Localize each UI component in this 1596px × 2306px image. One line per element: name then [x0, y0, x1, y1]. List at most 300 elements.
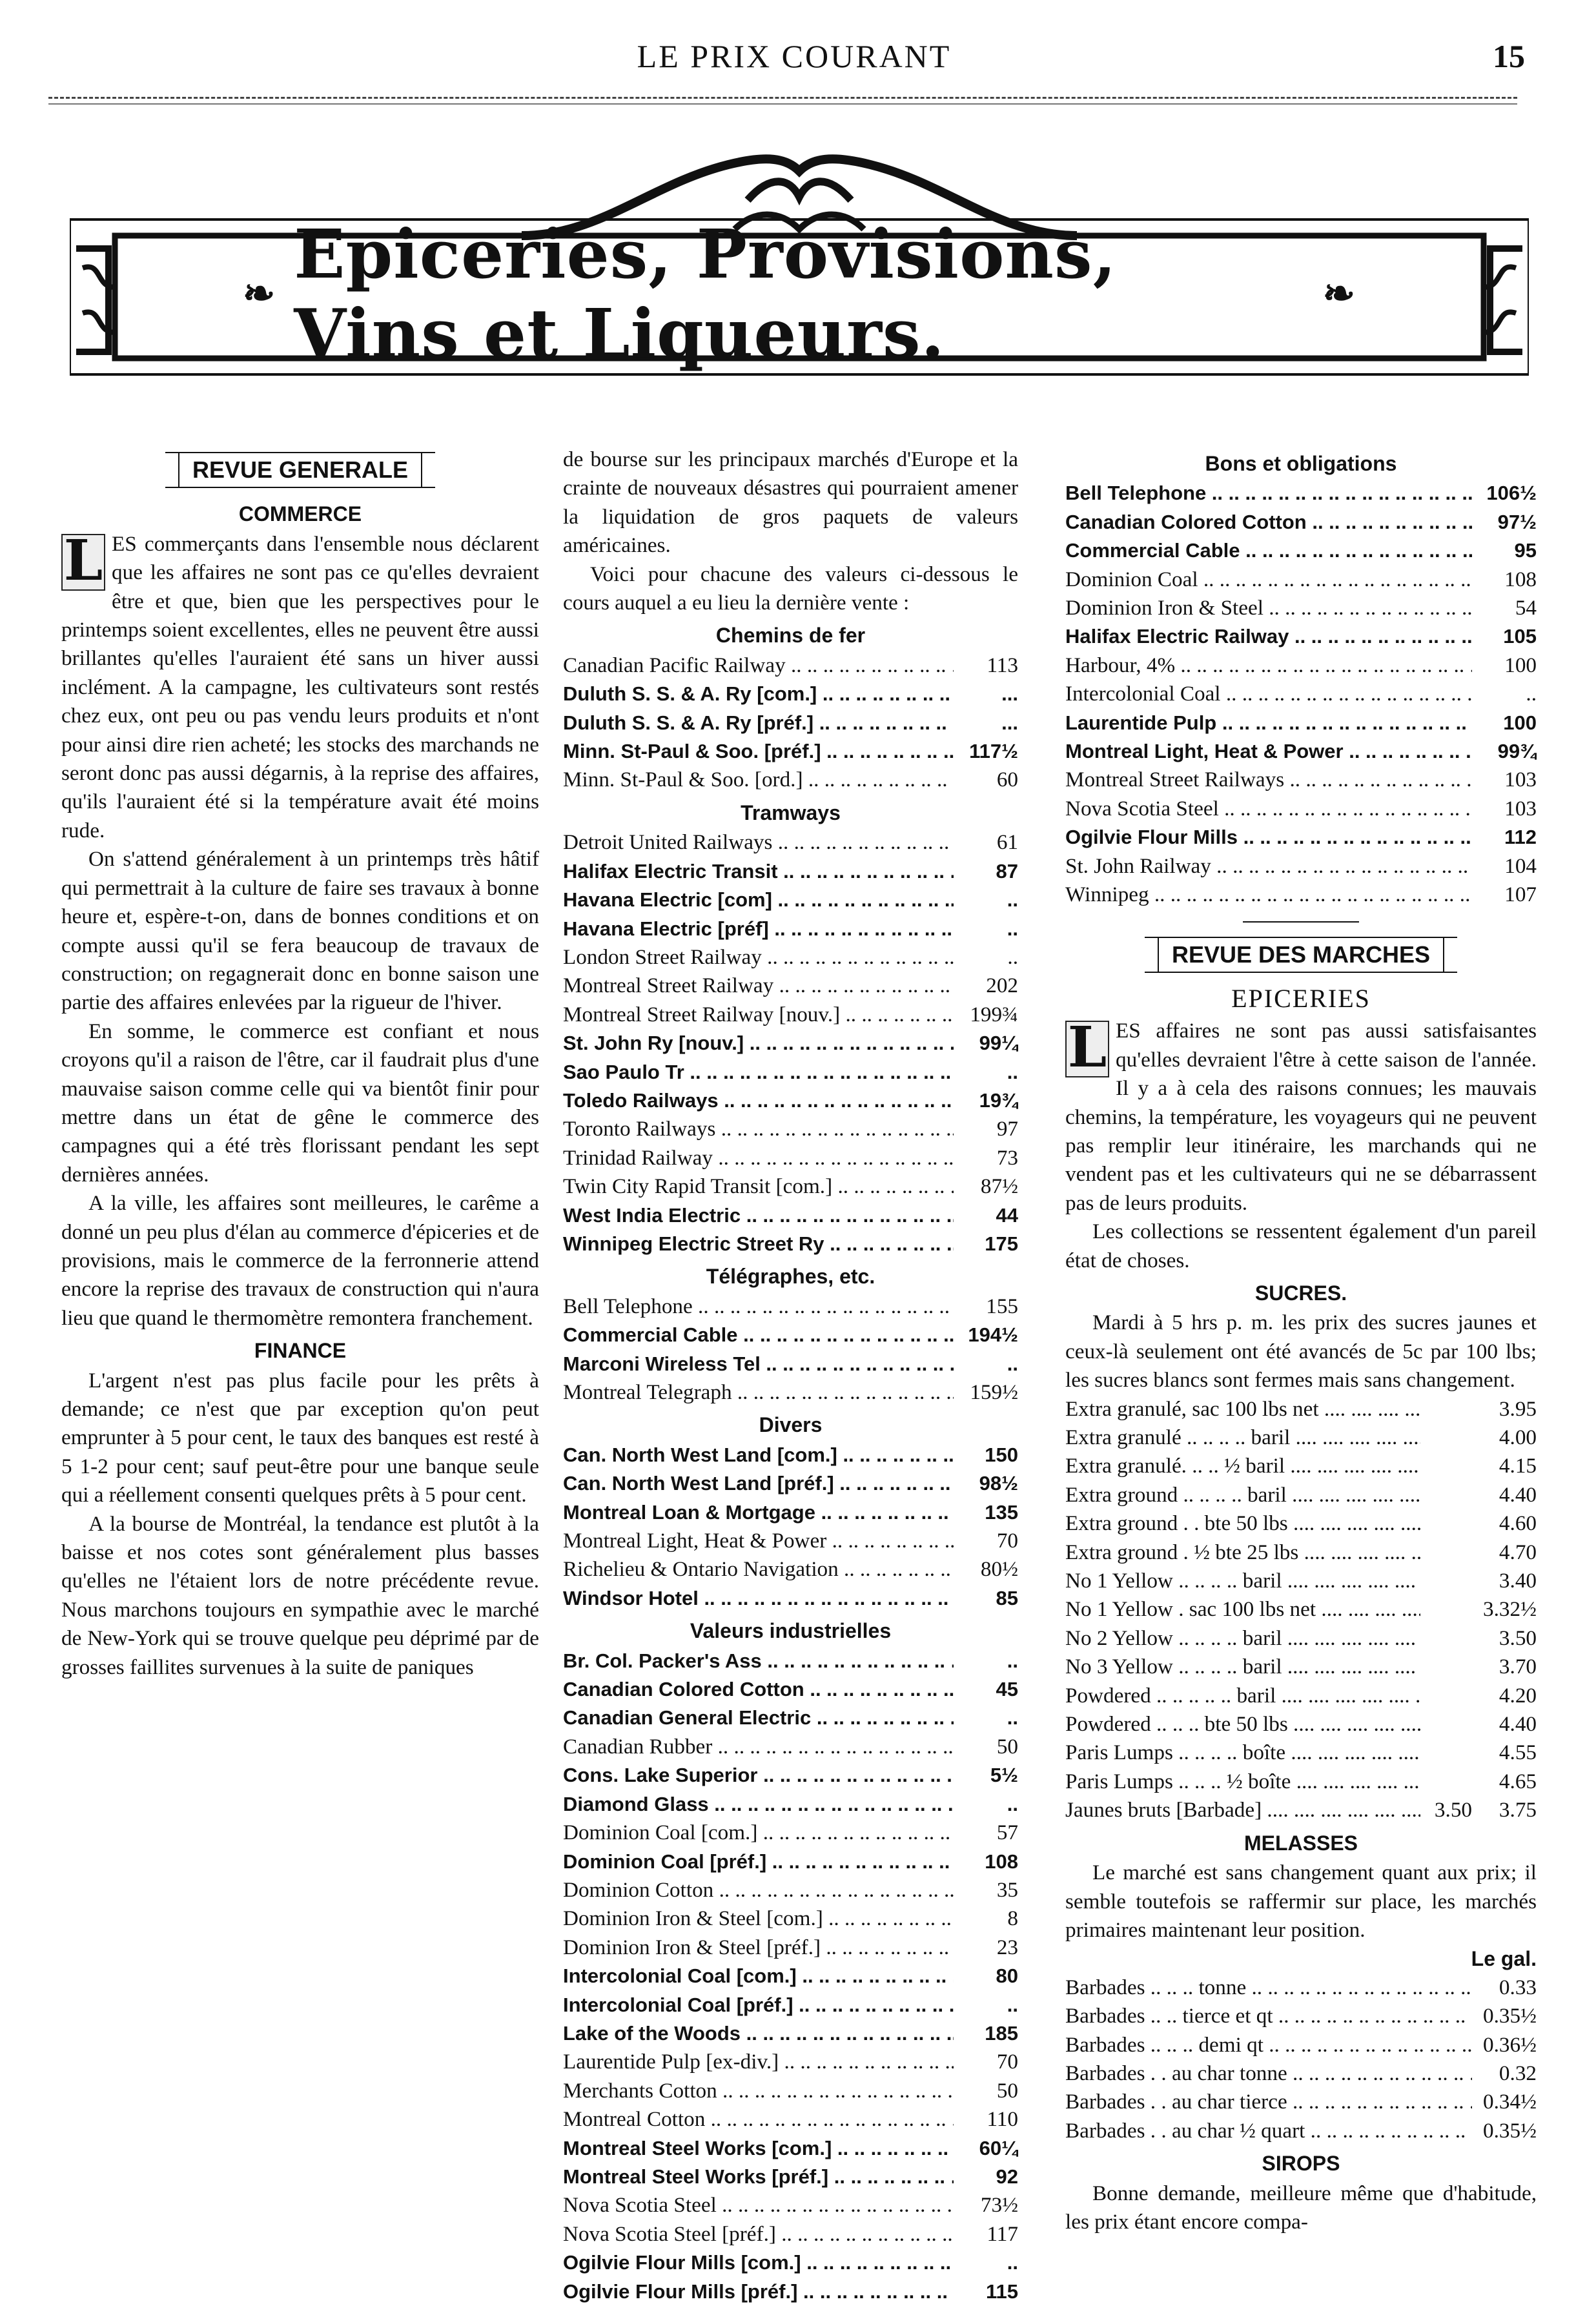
stock-row: [563, 2278, 1018, 2306]
page-number: 15: [1493, 38, 1525, 74]
stock-row-value: 87: [996, 859, 1018, 883]
stock-row: [563, 1876, 1018, 1904]
page-header: [52, 37, 1537, 83]
sugar-price: [1420, 1423, 1472, 1452]
stock-row-name: Br. Col. Packer's Ass .. ..: [563, 1647, 954, 1675]
stock-row-name: Bell Telephone .. ..: [563, 1292, 954, 1321]
molasses-row-name: Barbades . . au char tonne .. ..: [1065, 2059, 1472, 2088]
molasses-row: [1065, 2088, 1537, 2116]
stock-row: [563, 1704, 1018, 1732]
stock-row-value: 150: [985, 1443, 1018, 1466]
stock-row-value: ..: [1007, 1060, 1018, 1083]
sugar-price: [1420, 1653, 1472, 1681]
stock-row-name: Can. North West Land [préf.] .. ..: [563, 1469, 954, 1498]
stock-row-value: 73½: [980, 2193, 1018, 2218]
stock-row: [563, 1378, 1018, 1407]
stock-row-name: Minn. St-Paul & Soo. [préf.] .. ..: [563, 737, 954, 766]
commerce-heading: COMMERCE: [238, 502, 362, 526]
bond-row-value: 100: [1504, 653, 1537, 677]
stock-row-value: 70: [996, 2050, 1018, 2074]
sugar-price: 4.65: [1499, 1769, 1537, 1793]
stock-row: [563, 943, 1018, 972]
stock-row: [563, 1991, 1018, 2019]
stock-row-value: 202: [986, 974, 1018, 998]
molasses-row-value: 0.32: [1499, 2061, 1537, 2085]
sugar-price: [1420, 1768, 1472, 1796]
bond-row-name: Intercolonial Coal .. ..: [1065, 680, 1472, 708]
sucres-price-list: [1065, 1395, 1537, 1825]
stock-row-name: Duluth S. S. & A. Ry [préf.] .. ..: [563, 709, 954, 737]
running-title: LE PRIX COURANT: [637, 38, 952, 74]
stock-row-name: West India Electric .. ..: [563, 1201, 954, 1230]
bond-row-value: 112: [1504, 826, 1537, 849]
stock-row-name: Ogilvie Flour Mills [préf.] .. ..: [563, 2278, 954, 2306]
stock-row-name: Intercolonial Coal [com.] .. ..: [563, 1962, 954, 1990]
stock-row-name: Sao Paulo Tr .. ..: [563, 1058, 954, 1087]
column-3: [1065, 445, 1537, 2236]
stock-row: [563, 1584, 1018, 1613]
bond-row-name: Halifax Electric Railway .. ..: [1065, 622, 1472, 651]
stock-row: [563, 1733, 1018, 1761]
stock-row-value: 35: [996, 1877, 1018, 1902]
sugar-price-row: [1065, 1538, 1537, 1567]
stock-row-value: 117½: [969, 740, 1018, 763]
stock-row: [563, 1292, 1018, 1321]
finance-paragraph-1: L'argent n'est pas plus facile pour les prêts à demande; ce n'est que par exception qu'on peut emprunter à 5 pour cent, le taux des banques est resté à 5 1-2 pour cent; sauf peut-être pour une banque seule qui a réellement consenti quelques prêts à 5 pour cent.: [61, 1368, 539, 1507]
commerce-paragraph-1: L ES commerçants dans l'ensemble nous déclarent que les affaires ne sont pas ce qu'elles devraient être et que, bien que les perspectives pour le printemps soient excellentes, elles ne peuvent être aussi brillantes qu'elles l'auraient été sans un hiver aussi inclément. A la campagne, les cultivateurs sont restés chez eux, ont peu ou pas vendu leurs produits et n'ont pour ainsi dire rien acheté; les stocks des marchands ne seront donc pas aussi dégarnis, à la reprise des affaires, qu'ils l'auraient été si la température avait été moins rude.: [61, 527, 539, 842]
molasses-row-name: Barbades .. .. .. tonne .. ..: [1065, 1974, 1472, 2002]
sugar-price: [1420, 1481, 1472, 1509]
stock-row-name: Toledo Railways .. ..: [563, 1087, 954, 1115]
stock-row-name: Intercolonial Coal [préf.] .. ..: [563, 1991, 954, 2019]
stock-row-name: Twin City Rapid Transit [com.] .. ..: [563, 1172, 954, 1201]
sirops-heading: SIROPS: [1262, 2152, 1340, 2176]
commerce-paragraph-2: On s'attend généralement à un printemps très hâtif qui permettrait à la culture de faire ses travaux à bonne heure et, espère-t-on, dans de bonnes conditions et on compte aussi qu'il se fera beaucoup de travaux de construction; on regagnerait donc en bonne saison une partie des affaires enlevées par la rigueur de l'hiver.: [61, 847, 539, 1015]
stock-row-value: 159½: [970, 1380, 1018, 1404]
stock-row-value: 99¼: [979, 1032, 1018, 1055]
molasses-row-value: 0.35½: [1483, 2004, 1537, 2028]
stock-row-value: ..: [1007, 1993, 1018, 2016]
sugar-name: Paris Lumps .. .. .. .. boîte ....: [1065, 1739, 1420, 1767]
stock-row-value: ..: [1007, 1792, 1018, 1815]
sugar-price: 4.40: [1499, 1482, 1537, 1507]
sugar-name: No 2 Yellow .. .. .. .. baril ....: [1065, 1624, 1420, 1653]
stock-row: [563, 2249, 1018, 2277]
sugar-price-row: [1065, 1682, 1537, 1710]
stock-row: [563, 1790, 1018, 1819]
sugar-price: 3.50: [1434, 1798, 1472, 1822]
stock-row: [563, 2048, 1018, 2076]
stock-row: [563, 2077, 1018, 2105]
stock-row-name: Canadian Colored Cotton .. ..: [563, 1675, 954, 1704]
molasses-row-name: Barbades .. .. tierce et qt .. ..: [1065, 2002, 1472, 2030]
sugar-price-row: [1065, 1796, 1537, 1824]
stock-row-name: Dominion Iron & Steel [préf.] .. ..: [563, 1934, 954, 1962]
bond-row-name: Commercial Cable .. ..: [1065, 536, 1472, 565]
bond-row-value: 105: [1503, 625, 1537, 648]
stock-row-value: 85: [996, 1586, 1018, 1609]
sugar-price-row: [1065, 1653, 1537, 1681]
sugar-name: Extra granulé, sac 100 lbs net ....: [1065, 1395, 1420, 1423]
stock-row-name: Can. North West Land [com.] .. ..: [563, 1441, 954, 1469]
sugar-price: 3.75: [1499, 1798, 1537, 1822]
stock-row-value: 8: [1007, 1906, 1018, 1931]
sugar-price: 3.50: [1499, 1626, 1537, 1650]
sugar-price: 4.40: [1499, 1712, 1537, 1737]
sugar-price-row: [1065, 1624, 1537, 1653]
stock-row: [563, 1172, 1018, 1201]
bond-row: [1065, 823, 1537, 852]
stock-row: [563, 1904, 1018, 1933]
stock-row-name: Toronto Railways .. ..: [563, 1115, 954, 1143]
stock-row-value: 80: [996, 1964, 1018, 1988]
sugar-name: No 1 Yellow . sac 100 lbs net ....: [1065, 1595, 1420, 1624]
stock-row-value: 135: [985, 1500, 1018, 1524]
molasses-row: [1065, 2002, 1537, 2030]
bonds-heading: Bons et obligations: [1205, 452, 1397, 475]
stock-row-name: Canadian General Electric .. ..: [563, 1704, 954, 1732]
stock-row: [563, 1675, 1018, 1704]
stock-row-value: 60¼: [979, 2136, 1018, 2159]
stock-row: [563, 1350, 1018, 1378]
bond-row-name: Nova Scotia Steel .. ..: [1065, 795, 1472, 823]
finance-paragraph-2: A la bourse de Montréal, la tendance est plutôt à la baisse et nos cotes sont généralement plus basses qu'elles ne l'étaient lors de notre précédente revue. Nous marchons toujours en sympathie avec le marché de New-York qui se trouve quelque peu déprimé par de grosses faillites survenues à la suite de paniques: [61, 1511, 539, 1679]
sugar-price-row: [1065, 1452, 1537, 1480]
bond-row: [1065, 881, 1537, 909]
bond-row: [1065, 594, 1537, 622]
stock-row-name: Windsor Hotel .. ..: [563, 1584, 954, 1613]
stock-row: [563, 1058, 1018, 1087]
stock-row-value: 80½: [980, 1557, 1018, 1582]
bond-row-value: 108: [1504, 567, 1537, 591]
stock-section-heading: Valeurs industrielles: [690, 1619, 892, 1643]
stock-row: [563, 2019, 1018, 2048]
sugar-price: 3.40: [1499, 1569, 1537, 1593]
revue-generale-heading: REVUE GENERALE: [61, 452, 539, 488]
sugar-price: [1420, 1739, 1472, 1767]
bond-row-value: 100: [1503, 711, 1537, 734]
sugar-name: Jaunes bruts [Barbade] ....: [1065, 1796, 1420, 1824]
sugar-price: 3.95: [1499, 1396, 1537, 1421]
stock-row-name: Ogilvie Flour Mills [com.] .. ..: [563, 2249, 954, 2277]
sugar-price: [1420, 1509, 1472, 1538]
stock-row: [563, 857, 1018, 886]
bond-row-value: 97½: [1497, 510, 1537, 533]
sugar-price: [1420, 1538, 1472, 1567]
stock-row-value: 199¾: [970, 1002, 1018, 1026]
bond-row: [1065, 737, 1537, 766]
sugar-price-row: [1065, 1567, 1537, 1595]
stock-row-value: 50: [996, 1734, 1018, 1759]
molasses-row-value: 0.33: [1499, 1975, 1537, 1999]
drop-cap: L: [1065, 1021, 1109, 1077]
molasses-row: [1065, 2059, 1537, 2088]
stock-row: [563, 1087, 1018, 1115]
sugar-price-row: [1065, 1509, 1537, 1538]
bond-row-value: ..: [1526, 682, 1537, 706]
stock-section-heading: Télégraphes, etc.: [706, 1265, 875, 1289]
stock-row-value: 115: [985, 2280, 1018, 2303]
stock-row: [563, 1555, 1018, 1584]
stock-row: [563, 972, 1018, 1000]
leaf-ornament-icon: ❧: [243, 271, 276, 316]
stock-row-name: Montreal Steel Works [com.] .. ..: [563, 2134, 954, 2163]
stock-row-name: Cons. Lake Superior .. ..: [563, 1761, 954, 1790]
stock-row-name: London Street Railway .. ..: [563, 943, 954, 972]
molasses-row-value: 0.34½: [1483, 2090, 1537, 2114]
stock-row: [563, 1144, 1018, 1172]
bond-row-value: 54: [1515, 596, 1537, 620]
stock-row-value: 50: [996, 2078, 1018, 2103]
epiceries-paragraph-1: L ES affaires ne sont pas aussi satisfaisantes qu'elles devraient l'être à cette saison de l'année. Il y a à cela des raisons connues; les mauvais chemins, la température, les voyageurs qui ne peuvent pas remplir leur itinéraire, les marchands qui ne vendent pas et les cultivateurs qui ne se débarrassent pas de leurs produits.: [1065, 1015, 1537, 1215]
bond-row: [1065, 852, 1537, 881]
molasses-row-value: 0.35½: [1483, 2118, 1537, 2143]
stock-row-name: Montreal Loan & Mortgage .. ..: [563, 1498, 954, 1527]
header-rule-thin: [48, 103, 1517, 105]
stock-row: [563, 651, 1018, 680]
sugar-price-row: [1065, 1739, 1537, 1767]
stock-row: [563, 2105, 1018, 2134]
stock-row-name: Montreal Steel Works [préf.] .. ..: [563, 2163, 954, 2191]
stock-row: [563, 828, 1018, 857]
stock-row-name: Canadian Pacific Railway .. ..: [563, 651, 954, 680]
stock-row: [563, 2220, 1018, 2249]
intro-paragraph-2: Voici pour chacune des valeurs ci-dessous le cours auquel a eu lieu la dernière vente :: [563, 562, 1018, 615]
stock-row-name: Marconi Wireless Tel .. ..: [563, 1350, 954, 1378]
stock-row-name: Montreal Light, Heat & Power .. ..: [563, 1527, 954, 1555]
stock-row: [563, 680, 1018, 708]
stock-row-name: Lake of the Woods .. ..: [563, 2019, 954, 2048]
stock-row-value: 108: [985, 1850, 1018, 1873]
stock-row-name: Richelieu & Ontario Navigation .. ..: [563, 1555, 954, 1584]
stock-row: [563, 766, 1018, 794]
bond-row-name: Montreal Street Railways .. ..: [1065, 766, 1472, 794]
stock-section-heading: Tramways: [741, 801, 841, 824]
commerce-paragraph-4: A la ville, les affaires sont meilleures, le carême a donné un peu plus d'élan au commerce d'épiceries et de provisions, mais le commerce de la ferronnerie attend encore la reprise des travaux de construction qui n'aura lieu que quand le thermomètre remontera franchement.: [61, 1191, 539, 1330]
stock-row-name: Trinidad Railway .. ..: [563, 1144, 954, 1172]
sugar-price-row: [1065, 1481, 1537, 1509]
bond-row: [1065, 566, 1537, 594]
melasses-heading: MELASSES: [1243, 1831, 1358, 1855]
column-2: [563, 445, 1018, 2306]
stock-row-name: Minn. St-Paul & Soo. [ord.] .. ..: [563, 766, 954, 794]
bond-row-value: 99¾: [1497, 740, 1537, 763]
stock-row-value: ..: [1007, 1649, 1018, 1672]
stock-row-name: Havana Electric [préf] .. ..: [563, 915, 954, 943]
stock-row-value: 23: [996, 1935, 1018, 1959]
stock-row: [563, 1962, 1018, 1990]
stock-row-value: 57: [996, 1821, 1018, 1845]
stock-quotations: [563, 621, 1018, 2306]
stock-row-name: Dominion Cotton .. ..: [563, 1876, 954, 1904]
bond-row: [1065, 651, 1537, 680]
bond-row-value: 104: [1504, 853, 1537, 878]
stock-row: [563, 2191, 1018, 2219]
stock-row-name: Montreal Street Railway [nouv.] .. ..: [563, 1001, 954, 1029]
stock-row: [563, 1469, 1018, 1498]
banner-title: Epiceries, Provisions, Vins et Liqueurs.: [294, 214, 1117, 373]
melasses-unit-label: Le gal.: [1471, 1947, 1537, 1971]
epiceries-paragraph-2: Les collections se ressentent également d'un pareil état de choses.: [1065, 1219, 1537, 1272]
revue-marches-heading: REVUE DES MARCHES: [1065, 937, 1537, 973]
sugar-name: No 3 Yellow .. .. .. .. baril ....: [1065, 1653, 1420, 1681]
sugar-name: Paris Lumps .. .. .. ½ boîte ....: [1065, 1768, 1420, 1796]
stock-row-name: Dominion Iron & Steel [com.] .. ..: [563, 1904, 954, 1933]
bond-row-value: 107: [1504, 883, 1537, 907]
stock-row: [563, 1201, 1018, 1230]
sugar-price: [1420, 1710, 1472, 1739]
bond-row: [1065, 709, 1537, 737]
bond-row: [1065, 795, 1537, 823]
stock-row-name: Diamond Glass .. ..: [563, 1790, 954, 1819]
stock-row-value: ..: [1007, 944, 1018, 969]
sugar-price: 4.20: [1499, 1683, 1537, 1708]
stock-row: [563, 1819, 1018, 1847]
stock-section-heading: Chemins de fer: [715, 624, 866, 648]
bond-row-name: Canadian Colored Cotton .. ..: [1065, 508, 1472, 536]
stock-row-value: 194½: [968, 1323, 1018, 1347]
bonds-list: [1065, 479, 1537, 909]
bond-row: [1065, 536, 1537, 565]
stock-row-name: Nova Scotia Steel .. ..: [563, 2191, 954, 2219]
molasses-row-name: Barbades . . au char tierce .. ..: [1065, 2088, 1472, 2116]
stock-row-name: Detroit United Railways .. ..: [563, 828, 954, 857]
melasses-paragraph: Le marché est sans changement quant aux prix; il semble toutefois se raffermir sur place, les marchés primaires maintenant leur position.: [1065, 1861, 1537, 1942]
stock-row-name: Montreal Cotton .. ..: [563, 2105, 954, 2134]
molasses-row-value: 0.36½: [1483, 2032, 1537, 2057]
epiceries-heading: EPICERIES: [1231, 983, 1371, 1013]
stock-row-name: St. John Ry [nouv.] .. ..: [563, 1029, 954, 1057]
finance-heading: FINANCE: [254, 1339, 347, 1363]
stock-row-value: ...: [1001, 682, 1018, 706]
stock-row: [563, 915, 1018, 943]
stock-row-value: ..: [1007, 1352, 1018, 1375]
stock-row: [563, 1527, 1018, 1555]
stock-row: [563, 2163, 1018, 2191]
stock-row-value: 60: [996, 768, 1018, 792]
stock-row-name: Duluth S. S. & A. Ry [com.] .. ..: [563, 680, 954, 708]
bond-row-name: St. John Railway .. ..: [1065, 852, 1472, 881]
stock-row: [563, 1001, 1018, 1029]
sugar-price: 4.60: [1499, 1511, 1537, 1536]
stock-row: [563, 1115, 1018, 1143]
sucres-paragraph: Mardi à 5 hrs p. m. les prix des sucres jaunes et ceux-là seulement ont été avancés de 5c par 100 lbs; les sucres blancs sont fermes mais sans changement.: [1065, 1311, 1537, 1393]
sugar-price-row: [1065, 1710, 1537, 1739]
stock-row-value: 92: [996, 2165, 1018, 2188]
stock-row: [563, 1498, 1018, 1527]
bond-row-value: 106½: [1486, 482, 1537, 505]
sugar-name: Extra granulé. .. .. ½ baril ....: [1065, 1452, 1420, 1480]
sugar-name: Powdered .. .. .. bte 50 lbs ....: [1065, 1710, 1420, 1739]
molasses-row-name: Barbades . . au char ½ quart .. ..: [1065, 2117, 1472, 2145]
bond-row-name: Ogilvie Flour Mills .. ..: [1065, 823, 1472, 852]
stock-row-name: Winnipeg Electric Street Ry .. ..: [563, 1230, 954, 1258]
separator-rule: [1243, 921, 1359, 923]
molasses-row-name: Barbades .. .. .. demi qt .. ..: [1065, 2031, 1472, 2059]
sugar-name: Extra granulé .. .. .. .. baril ....: [1065, 1423, 1420, 1452]
stock-row: [563, 2134, 1018, 2163]
stock-row-value: 155: [986, 1294, 1018, 1318]
stock-row-value: 117: [987, 2221, 1018, 2246]
header-rule: [48, 97, 1517, 99]
drop-cap: L: [61, 534, 105, 591]
stock-row: [563, 886, 1018, 914]
sugar-name: Extra ground . ½ bte 25 lbs ....: [1065, 1538, 1420, 1567]
stock-row-name: Montreal Telegraph .. ..: [563, 1378, 954, 1407]
stock-row-value: 185: [985, 2021, 1018, 2045]
sugar-price-row: [1065, 1395, 1537, 1423]
sugar-price: [1420, 1452, 1472, 1480]
sugar-price: 4.00: [1499, 1425, 1537, 1449]
stock-row-value: 19¾: [979, 1088, 1018, 1112]
bond-row-name: Harbour, 4% .. ..: [1065, 651, 1472, 680]
stock-row-name: Dominion Coal [com.] .. ..: [563, 1819, 954, 1847]
sugar-price-row: [1065, 1768, 1537, 1796]
sugar-name: No 1 Yellow .. .. .. .. baril ....: [1065, 1567, 1420, 1595]
intro-paragraph: de bourse sur les principaux marchés d'Europe et la crainte de nouveaux désastres qui pourraient amener la liquidation de gros paquets de valeurs américaines.: [563, 447, 1018, 558]
bond-row: [1065, 508, 1537, 536]
stock-row-value: 5½: [990, 1764, 1018, 1787]
bond-row-name: Dominion Coal .. ..: [1065, 566, 1472, 594]
stock-row: [563, 1230, 1018, 1258]
stock-row-value: 110: [987, 2107, 1018, 2132]
stock-row-name: Dominion Coal [préf.] .. ..: [563, 1848, 954, 1876]
sugar-name: Extra ground .. .. .. .. baril ....: [1065, 1481, 1420, 1509]
sugar-price: 4.55: [1499, 1740, 1537, 1765]
sugar-price: [1420, 1682, 1472, 1710]
stock-row-value: 45: [996, 1678, 1018, 1701]
stock-row-name: Laurentide Pulp [ex-div.] .. ..: [563, 2048, 954, 2076]
bond-row: [1065, 479, 1537, 507]
sugar-name: Extra ground . . bte 50 lbs ....: [1065, 1509, 1420, 1538]
stock-row: [563, 1321, 1018, 1349]
sirops-paragraph: Bonne demande, meilleure même que d'habitude, les prix étant encore compa-: [1065, 2181, 1537, 2234]
stock-row: [563, 1029, 1018, 1057]
bond-row: [1065, 622, 1537, 651]
stock-row-name: Canadian Rubber .. ..: [563, 1733, 954, 1761]
leaf-ornament-icon: ❧: [1322, 271, 1356, 316]
sugar-price: [1420, 1567, 1472, 1595]
sugar-price-row: [1065, 1423, 1537, 1452]
stock-row-value: 70: [996, 1529, 1018, 1553]
stock-row-value: 44: [996, 1203, 1018, 1227]
stock-row-value: 61: [996, 830, 1018, 855]
sugar-price: [1420, 1395, 1472, 1423]
stock-row-name: Montreal Street Railway .. ..: [563, 972, 954, 1000]
section-banner: [70, 139, 1529, 413]
sucres-heading: SUCRES.: [1254, 1281, 1347, 1305]
sugar-price: 3.70: [1499, 1655, 1537, 1679]
sugar-price: [1420, 1624, 1472, 1653]
stock-row-name: Commercial Cable .. ..: [563, 1321, 954, 1349]
stock-row-value: 87½: [980, 1174, 1018, 1199]
stock-section-heading: Divers: [759, 1413, 823, 1437]
column-1: [61, 445, 539, 1682]
stock-row-name: Merchants Cotton .. ..: [563, 2077, 954, 2105]
stock-row: [563, 1761, 1018, 1790]
sugar-name: Powdered .. .. .. .. .. baril ....: [1065, 1682, 1420, 1710]
bond-row-name: Bell Telephone .. ..: [1065, 479, 1472, 507]
stock-row: [563, 1934, 1018, 1962]
stock-row-value: 175: [985, 1232, 1018, 1255]
stock-row-value: 98½: [979, 1472, 1018, 1495]
stock-row-value: ..: [1007, 1706, 1018, 1730]
stock-row-value: ..: [1007, 917, 1018, 940]
sugar-price: 3.32½: [1483, 1597, 1537, 1622]
stock-row-value: ...: [1001, 711, 1018, 734]
bond-row-name: Laurentide Pulp .. ..: [1065, 709, 1472, 737]
stock-row: [563, 1848, 1018, 1876]
